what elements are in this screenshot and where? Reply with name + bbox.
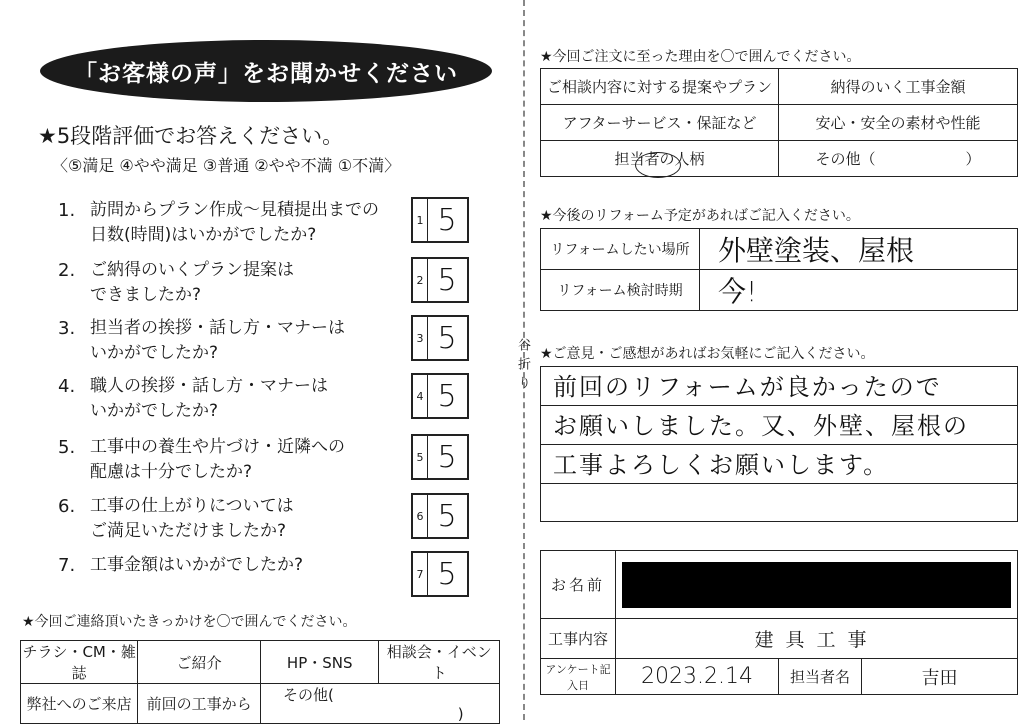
score-index: 2 — [413, 259, 428, 301]
score-value: 5 — [437, 556, 457, 592]
question-text: いかがでしたか? — [90, 401, 219, 421]
order-reason-table — [540, 68, 1018, 177]
score-value: 5 — [437, 262, 457, 298]
score-box-7[interactable] — [411, 551, 469, 597]
score-box-4[interactable] — [411, 373, 469, 419]
opinion-field[interactable] — [540, 366, 1018, 522]
option-referral[interactable]: ご紹介 — [138, 641, 261, 684]
reason-staff-personality[interactable]: 担当者の人柄 — [541, 141, 779, 177]
question-number: 2. — [58, 260, 76, 281]
opinion-line-2: お願いしました。又、外壁、屋根の — [541, 406, 1017, 445]
question-number: 5. — [58, 437, 76, 458]
date-label: アンケート記入日 — [541, 659, 616, 695]
score-value: 5 — [437, 439, 457, 475]
work-label: 工事内容 — [541, 619, 616, 659]
score-box-6[interactable] — [411, 493, 469, 539]
option-event[interactable]: 相談会・イベント — [379, 641, 500, 684]
question-text: ご満足いただけましたか? — [90, 521, 287, 541]
name-field[interactable] — [616, 551, 1018, 619]
score-index: 3 — [413, 317, 428, 359]
option-hp-sns[interactable]: HP・SNS — [260, 641, 379, 684]
name-label: お名前 — [541, 551, 616, 619]
fold-label: 谷折り — [515, 338, 530, 395]
contact-trigger-title: ★今回ご連絡頂いたきっかけを〇で囲んでください。 — [22, 614, 357, 630]
question-text: 職人の挨拶・話し方・マナーは — [90, 376, 328, 396]
question-text: 配慮は十分でしたか? — [90, 462, 253, 482]
option-store-visit[interactable]: 弊社へのご来店 — [21, 684, 138, 724]
opinion-title: ★ご意見・ご感想があればお気軽にご記入ください。 — [540, 346, 875, 362]
question-text: いかがでしたか? — [90, 343, 219, 363]
score-box-1[interactable] — [411, 197, 469, 243]
reason-price[interactable]: 納得のいく工事金額 — [779, 69, 1018, 105]
question-text: 日数(時間)はいかがでしたか? — [90, 225, 317, 245]
reason-after-service[interactable]: アフターサービス・保証など — [541, 105, 779, 141]
question-number: 4. — [58, 376, 76, 397]
reason-other[interactable]: その他（ ） — [779, 141, 1018, 177]
staff-label: 担当者名 — [779, 659, 862, 695]
timing-value[interactable]: 今! — [700, 270, 1018, 311]
question-text: 工事の仕上がりについては — [90, 496, 294, 516]
work-value[interactable]: 建具工事 — [616, 619, 1018, 659]
rating-scale: 〈⑤満足 ④やや満足 ③普通 ②やや不満 ①不満〉 — [52, 156, 401, 175]
question-text: ご納得のいくプラン提案は — [90, 260, 294, 280]
redacted-name — [622, 562, 1011, 608]
place-label: リフォームしたい場所 — [541, 229, 700, 270]
survey-banner: 「お客様の声」をお聞かせください — [40, 40, 492, 102]
score-value: 5 — [437, 498, 457, 534]
option-other[interactable] — [260, 684, 499, 724]
staff-value[interactable]: 吉田 — [862, 659, 1018, 695]
question-number: 1. — [58, 200, 76, 221]
score-box-5[interactable] — [411, 434, 469, 480]
score-index: 5 — [413, 436, 428, 478]
score-value: 5 — [437, 378, 457, 414]
option-flyer[interactable]: チラシ・CM・雑誌 — [21, 641, 138, 684]
future-plan-title: ★今後のリフォーム予定があればご記入ください。 — [540, 208, 860, 224]
question-number: 3. — [58, 318, 76, 339]
question-text: 訪問からプラン作成～見積提出までの — [90, 200, 379, 220]
opinion-line-3: 工事よろしくお願いします。 — [541, 445, 1017, 484]
timing-label: リフォーム検討時期 — [541, 270, 700, 311]
rating-instructions: ★5段階評価でお答えください。 — [38, 124, 344, 148]
option-other-label: その他( — [282, 686, 334, 704]
customer-info-table — [540, 550, 1018, 695]
future-plan-table — [540, 228, 1018, 311]
option-previous-work[interactable]: 前回の工事から — [138, 684, 261, 724]
score-value: 5 — [437, 202, 457, 238]
question-text: 担当者の挨拶・話し方・マナーは — [90, 318, 345, 338]
score-index: 4 — [413, 375, 428, 417]
reason-materials[interactable]: 安心・安全の素材や性能 — [779, 105, 1018, 141]
hand-drawn-circle — [635, 152, 681, 178]
question-text: できましたか? — [90, 285, 202, 305]
place-value[interactable]: 外壁塗装、屋根 — [700, 229, 1018, 270]
question-number: 6. — [58, 496, 76, 517]
score-index: 7 — [413, 553, 428, 595]
opinion-line-1: 前回のリフォームが良かったので — [541, 367, 1017, 406]
reason-proposal[interactable]: ご相談内容に対する提案やプラン — [541, 69, 779, 105]
question-number: 7. — [58, 555, 76, 576]
score-index: 6 — [413, 495, 428, 537]
score-box-2[interactable] — [411, 257, 469, 303]
contact-trigger-table — [20, 640, 500, 724]
option-other-close: ) — [457, 705, 464, 723]
opinion-line-4 — [541, 484, 1017, 523]
question-text: 工事中の養生や片づけ・近隣への — [90, 437, 345, 457]
question-text: 工事金額はいかがでしたか? — [90, 555, 304, 575]
score-box-3[interactable] — [411, 315, 469, 361]
score-index: 1 — [413, 199, 428, 241]
date-value[interactable]: 2023.2.14 — [616, 659, 779, 695]
order-reason-title: ★今回ご注文に至った理由を〇で囲んでください。 — [540, 49, 861, 65]
score-value: 5 — [437, 320, 457, 356]
